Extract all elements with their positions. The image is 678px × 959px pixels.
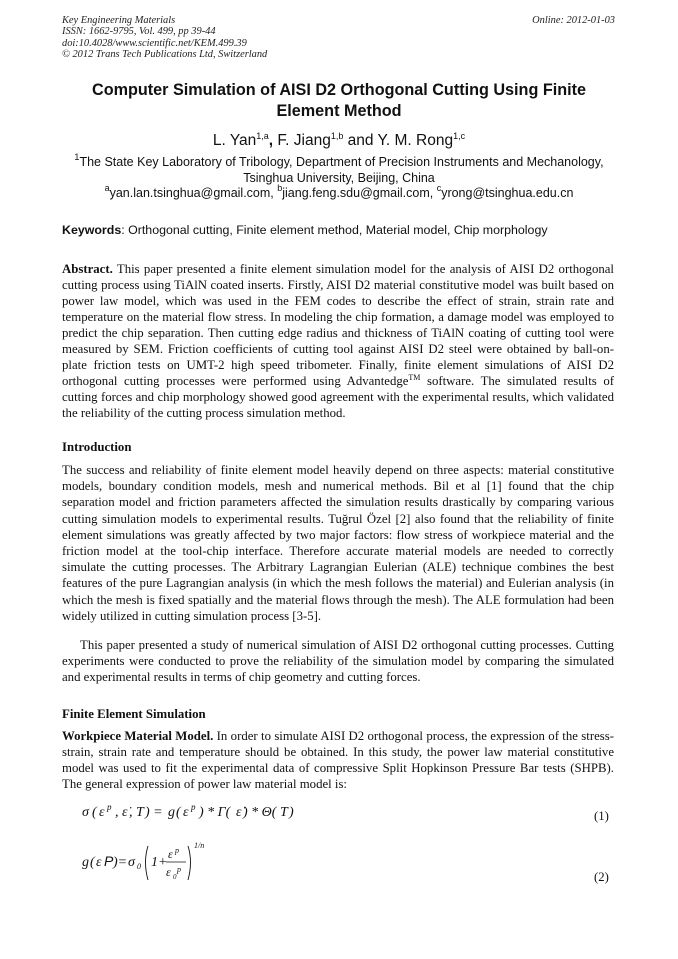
equation-number: (1) bbox=[594, 809, 609, 823]
author-affil-marker: 1,c bbox=[453, 131, 466, 141]
svg-text:ε: ε bbox=[166, 865, 171, 879]
svg-text:(: ( bbox=[92, 805, 97, 820]
email-link[interactable]: yrong@tsinghua.edu.cn bbox=[441, 186, 574, 201]
equation-2-formula bbox=[82, 840, 222, 890]
email-link[interactable]: jiang.feng.sdu@gmail.com, bbox=[282, 186, 437, 201]
affiliation bbox=[62, 152, 616, 186]
email-marker: a bbox=[104, 183, 110, 194]
paper-title: Computer Simulation of AISI D2 Orthogonal Cutting Using Finite Element Method bbox=[92, 81, 586, 120]
svg-text:ε: ε bbox=[99, 805, 105, 820]
svg-text:ε: ε bbox=[96, 855, 102, 870]
svg-text:T: T bbox=[280, 805, 288, 820]
svg-text:T: T bbox=[136, 805, 144, 820]
journal-name: Key Engineering Materials bbox=[62, 15, 176, 26]
svg-text:ε̇: ε̇ bbox=[236, 805, 242, 820]
affiliation-marker: 1 bbox=[74, 152, 80, 162]
svg-text:0: 0 bbox=[173, 873, 177, 881]
equation-2-exponent: 1/n bbox=[194, 841, 205, 850]
svg-text:,: , bbox=[129, 805, 133, 820]
journal-copyright: © 2012 Trans Tech Publications Ltd, Switzerland bbox=[62, 49, 268, 61]
svg-text:p: p bbox=[175, 846, 179, 855]
svg-text:ε̇: ε̇ bbox=[122, 805, 128, 820]
online-date: Online: 2012-01-03 bbox=[532, 15, 615, 26]
keywords-text: : Orthogonal cutting, Finite element method, Material model, Chip morphology bbox=[121, 223, 548, 237]
svg-text:P: P bbox=[104, 853, 114, 869]
author-affil-marker: 1,b bbox=[330, 131, 344, 141]
section-heading-introduction: Introduction bbox=[62, 440, 132, 454]
abstract-text: This paper presented a finite element simulation model for the analysis of AISI D2 orthogonal cutting process using TiAlN coated inserts. Firstly, AISI D2 material constitutive model was built based on power law model, which was used in the FEM codes to describe the effect of strain, strain rate and temperature on the material flow stress. In modeling the chip formation, a damage model was employed to predict the chip separation. Then cutting edge radius and thickness of TiAlN coating of cutting tool were measured by SEM. Friction coefficients of cutting tool against AISI D2 steel were obtained by ball-on-plate friction tests on UMT-2 high speed tribometer. Finally, finite element simulations of AISI D2 orthogonal cutting processes were performed using Advantedge bbox=[62, 262, 614, 388]
svg-text:0: 0 bbox=[137, 862, 141, 871]
svg-text:(: ( bbox=[90, 855, 95, 870]
abstract-label: Abstract. bbox=[62, 262, 113, 276]
email-link[interactable]: yan.lan.tsinghua@gmail.com, bbox=[109, 186, 278, 201]
author-name: Y. M. Rong bbox=[377, 132, 454, 149]
svg-text:ε: ε bbox=[168, 847, 173, 861]
fes-paragraph bbox=[62, 728, 614, 792]
section-heading-fes: Finite Element Simulation bbox=[62, 707, 206, 721]
svg-text:(: ( bbox=[176, 805, 181, 820]
journal-info bbox=[62, 15, 267, 61]
abstract bbox=[62, 261, 614, 421]
svg-text:g: g bbox=[168, 805, 175, 820]
fes-text: In order to simulate AISI D2 orthogonal process, the expression of the stress-strain, strain rate and temperature should be obtained. In this study, the power law material constitutive model was used to fit the experimental data of compressive Split Hopkinson Pressure Bar tests (SHPB). The general expression of power law material model is: bbox=[62, 729, 614, 791]
subsection-heading: Workpiece Material Model. bbox=[62, 729, 214, 743]
introduction-paragraph-2: This paper presented a study of numerical simulation of AISI D2 orthogonal cutting processes. Cutting experiments were conducted to prove the reliability of the simulation model by comparing the simulated and experimental results in terms of chip geometry and cutting forces. bbox=[62, 638, 614, 684]
author-conjunction: and bbox=[343, 132, 378, 149]
affiliation-text: The State Key Laboratory of Tribology, Department of Precision Instruments and Mechanology, Tsinghua University, Beijing, China bbox=[79, 155, 604, 185]
svg-text:p: p bbox=[107, 802, 112, 812]
author-name: F. Jiang bbox=[273, 132, 331, 149]
trademark-mark: TM bbox=[408, 373, 421, 382]
journal-doi[interactable]: doi:10.4028/www.scientific.net/KEM.499.39 bbox=[62, 37, 247, 49]
email-marker: b bbox=[277, 183, 283, 194]
equation-2 bbox=[82, 840, 222, 890]
author-separator: , bbox=[268, 132, 274, 149]
keywords bbox=[62, 222, 616, 238]
svg-text:,: , bbox=[115, 805, 119, 820]
svg-text:p: p bbox=[191, 802, 196, 812]
svg-text:p: p bbox=[177, 865, 181, 874]
affiliation-block bbox=[62, 152, 616, 202]
svg-text:) =: ) = bbox=[145, 805, 163, 820]
equation-1-formula bbox=[82, 800, 342, 824]
journal-issn: ISSN: 1662-9795, Vol. 499, pp 39-44 bbox=[62, 26, 216, 38]
svg-text:)=: )= bbox=[113, 855, 128, 870]
equation-1 bbox=[82, 800, 342, 829]
email-marker: c bbox=[436, 183, 442, 194]
svg-text:1+: 1+ bbox=[151, 855, 168, 870]
author-affil-marker: 1,a bbox=[256, 131, 269, 141]
svg-text:) * Θ(: ) * Θ( bbox=[243, 805, 277, 820]
email-line bbox=[62, 183, 616, 202]
svg-text:σ: σ bbox=[82, 805, 89, 820]
svg-text:g: g bbox=[82, 855, 89, 870]
svg-text:ε: ε bbox=[183, 805, 189, 820]
abstract-text-end: software. The simulated results of cutting forces and chip morphology showed good agreement with the experimental results, which validated the reliability of the cutting process simulation method. bbox=[62, 374, 614, 420]
svg-text:): ) bbox=[289, 805, 294, 820]
svg-text:σ: σ bbox=[128, 855, 135, 870]
author-name: L. Yan bbox=[212, 132, 257, 149]
keywords-label: Keywords bbox=[62, 223, 122, 237]
svg-text:) * Γ(: ) * Γ( bbox=[199, 805, 231, 820]
author-list bbox=[62, 131, 616, 151]
introduction-paragraph: The success and reliability of finite element model heavily depend on three aspects: material constitutive models, boundary condition models, mesh and numerical methods. Bil et al [1] found that the chip separation model and friction parameters affected the simulation results drastically by comparing various cutting simulation models to experimental results. Tuğrul Özel [2] also found that the reliability of finite element simulations was greatly affected by two major factors: flow stress of workpiece material and the friction model at the tool-chip interface. Therefore accurate material models are needed to correctly simulate the cutting processes. The Arbitrary Lagrangian Eulerian (ALE) technique combines the best features of the pure Lagrangian analysis (in which the mesh follows the material) and Eulerian analysis (in which the mesh is fixed spatially and the material flows through the mesh). The ALE formulation had been widely utilized in cutting simulation process [3-5]. bbox=[62, 463, 614, 623]
equation-number: (2) bbox=[594, 870, 609, 884]
